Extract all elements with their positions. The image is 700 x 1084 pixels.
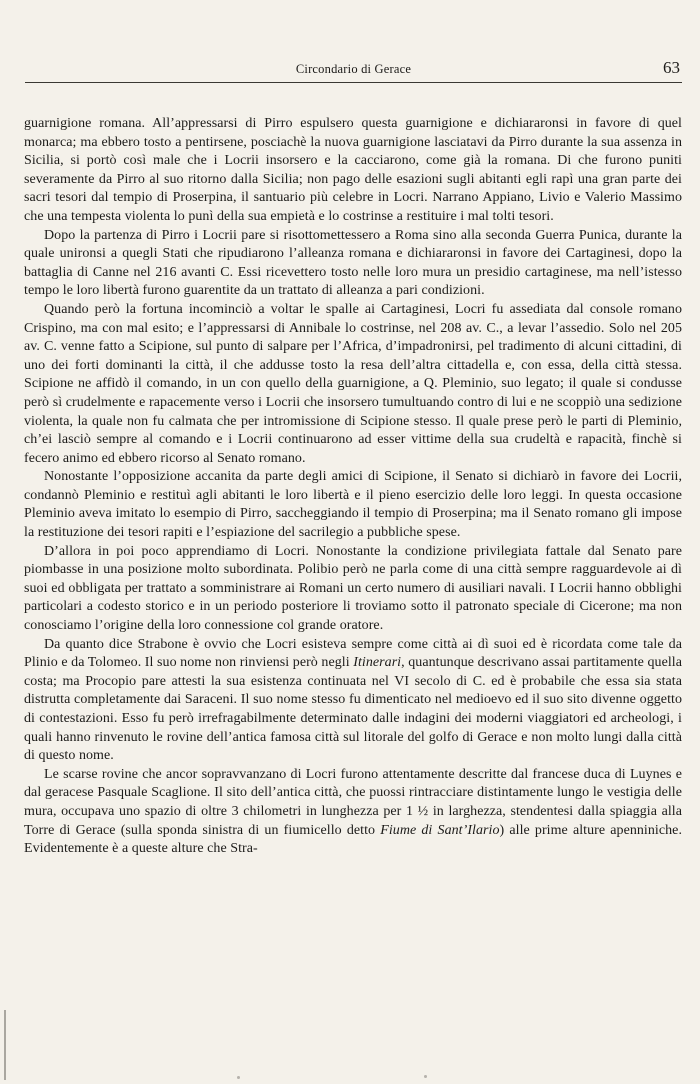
running-title: Circondario di Gerace — [295, 62, 412, 76]
itinerari-italic: Itinerari — [353, 655, 402, 671]
paragraph-1: guarnigione romana. All’appressarsi di Pirro espulsero questa guarnigione e dichiararonsi in favore di quel monarca; ma ebbero tosto a pentirsene, posciachè la nuova guarnigione lasciatavi da Pirro durante la sua assenza in Sicilia, si portò così male che i Locrii insorsero e la cacciarono, come già la romana. Di che furono puniti severamente da Pirro al suo ritorno dalla Sicilia; non pago delle esazioni sugli abitanti egli rapì una gran parte dei sacri tesori dal tempio di Proserpina, il santuario più celebre in Locri. Narrano Appiano, Livio e Valerio Massimo che una tempesta violenta lo punì della sua empietà e lo costrinse a restituire i mal tolti tesori. — [24, 116, 682, 224]
paragraph-7-part-2: ) alle prime alture apenniniche. Evidentemente è a queste alture che Stra- — [24, 822, 682, 857]
paragraph-3: Quando però la fortuna incominciò a voltar le spalle ai Cartaginesi, Locri fu assediata dal console romano Crispino, ma con mal esito; e l’appressarsi di Annibale lo costrinse, nel 208 av. C., a levar l’assedio. Solo nel 205 av. C. venne fatto a Scipione, sul punto di salpare per l’Africa, d’impadronirsi, pel tradimento di alcuni cittadini, di uno dei forti dominanti la città, il che addusse tosto la resa dell’altra cittadella e, con essa, della città stessa. Scipione ne affidò il comando, in un con quello della guarnigione, a Q. Pleminio, suo legato; il quale si condusse però sì crudelmente e rapacemente verso i Locrii che insorsero tumultuando contro di lui e ne scoppiò una sedizione violenta, la quale non fu calmata che per intromissione di Scipione stesso. Il quale prese però le parti di Pleminio, ch’ei lasciò sempre al comando e i Locrii continuarono ad esser vittime della sua crudeltà e rapacità, finchè si fecero animo ed ebbero ricorso al Senato romano. — [24, 301, 682, 466]
page-number: 63 — [663, 58, 680, 77]
paragraph-5: D’allora in poi poco apprendiamo di Locri. Nonostante la condizione privilegiata fattale dal Senato pare piombasse in una posizione molto subordinata. Polibio però ne parla come di una città sempre ragguardevole ai dì suoi ed obbligata per trattato a somministrare ai Romani un certo numero di ausiliari navali. I Locrii hanno obblighi particolari a codesto storico e in un periodo posteriore li troviamo sotto il patronato speciale di Cicerone; ma non conosciamo l’origine della loro connessione col grande oratore. — [24, 543, 682, 634]
paragraph-7-part-1: Le scarse rovine che ancor sopravvanzano di Locri furono attentamente descritte dal francese duca di Luynes e dal geracese Pasquale Scaglione. Il sito dell’antica città, che puossi rintracciare distintamente lungo le vestigia delle mura, occupava uno spazio di oltre 3 chilometri in lunghezza per 1 ½ in larghezza, stendentesi dalla spiaggia alla Torre di Gerace (sulla sponda sinistra di un fiumicello detto — [24, 766, 682, 838]
paragraph-6-part-1: Da quanto dice Strabone è ovvio che Locri esisteva sempre come città ai dì suoi ed è ricordata come tale da Plinio e da Tolomeo. Il suo nome non rinviensi però negli — [24, 636, 682, 671]
page-header — [25, 58, 682, 83]
fiume-italic: Fiume di Sant’Ilario — [380, 822, 500, 838]
scan-edge-mark — [4, 1010, 6, 1080]
paragraph-6 — [24, 636, 682, 766]
scan-speck — [424, 1075, 427, 1078]
paragraph-7 — [24, 766, 682, 859]
scan-speck — [237, 1076, 240, 1079]
paragraph-4: Nonostante l’opposizione accanita da parte degli amici di Scipione, il Senato si dichiarò in favore dei Locrii, condannò Pleminio e restituì agli abitanti le loro libertà e il pieno esercizio delle loro leggi. In questa occasione Pleminio aveva imitato lo esempio di Pirro, saccheggiando il tempio di Proserpina; ma il Senato romano gli impose la restituzione dei tesori rapiti e l’espiazione del sacrilegio a pubbliche spese. — [24, 469, 682, 541]
body-text — [24, 115, 682, 859]
paragraph-2: Dopo la partenza di Pirro i Locrii pare si risottomettessero a Roma sino alla seconda Guerra Punica, durante la quale unironsi a quegli Stati che ripudiarono l’alleanza romana e dichiararonsi in favore dei Cartaginesi, dopo la battaglia di Canne nel 216 avanti C. Essi ricevettero tosto nelle loro mura un presidio cartaginese, ma nell’istesso tempo le loro libertà furono guarentite da un trattato di alleanza a pari condizioni. — [24, 227, 682, 299]
paragraph-6-part-2: , quantunque descrivano assai partitamente quella costa; ma Procopio pare attesti la sua esistenza continuata nel VI secolo di C. ed è probabile che essa sia stata distrutta completamente dai Saraceni. Il suo nome stesso fu dimenticato nel medioevo ed il suo sito divenne oggetto di contestazioni. Esso fu però irrefragabilmente determinato dalle indagini dei moderni viaggiatori ed archeologi, i quali hanno rinvenuto le rovine dell’antica famosa città sul litorale del golfo di Gerace e non molto lungi dalla città di questo nome. — [24, 655, 683, 764]
